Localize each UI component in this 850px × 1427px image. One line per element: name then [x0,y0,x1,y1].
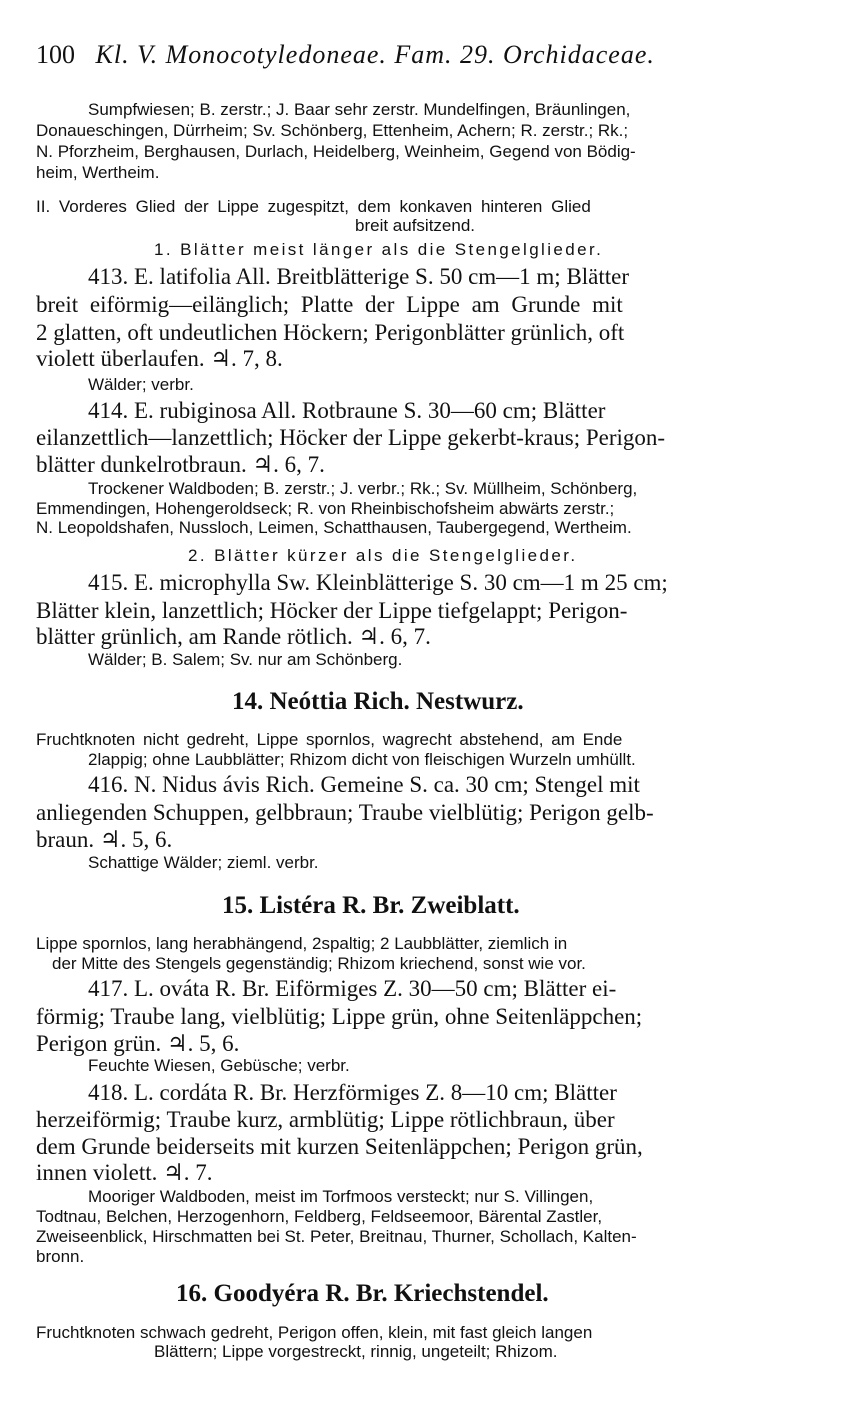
page-header [36,40,655,70]
locality-line: bronn. [36,1247,85,1266]
species-413: 413. E. latifolia All. Breitblätterige S. 50 cm—1 m; Blätter [88,264,630,289]
text-line: violett überlaufen. ♃. 7, 8. [36,346,283,371]
genus-description: Blättern; Lippe vorgestreckt, rinnig, ungeteilt; Rhizom. [154,1342,558,1361]
text-line: breit aufsitzend. [355,216,476,235]
text-line: blätter dunkelrotbraun. ♃. 6, 7. [36,452,325,477]
species-414: 414. E. rubiginosa All. Rotbraune S. 30—60 cm; Blätter [88,398,606,423]
species-417: 417. L. ováta R. Br. Eiförmiges Z. 30—50 cm; Blätter ei- [88,976,617,1001]
text-line: heim, Wertheim. [36,163,160,182]
genus-heading-15: 15. Listéra R. Br. Zweiblatt. [222,892,520,919]
genus-description: 2lappig; ohne Laubblätter; Rhizom dicht von fleischigen Wurzeln umhüllt. [88,750,636,769]
locality-line: Mooriger Waldboden, meist im Torfmoos versteckt; nur S. Villingen, [88,1187,594,1206]
running-title: Kl. V. Monocotyledoneae. Fam. 29. Orchidaceae. [95,40,655,69]
text-line: eilanzettlich—lanzettlich; Höcker der Lippe gekerbt-kraus; Perigon- [36,425,666,450]
page-number: 100 [36,40,75,69]
locality-line: Emmendingen, Hohengeroldseck; R. von Rheinbischofsheim abwärts zerstr.; [36,499,615,518]
locality-line: Wälder; verbr. [88,375,194,394]
locality-line: Wälder; B. Salem; Sv. nur am Schönberg. [88,650,403,669]
locality-line: N. Leopoldshafen, Nussloch, Leimen, Schatthausen, Taubergegend, Wertheim. [36,518,632,537]
text-line: braun. ♃. 5, 6. [36,827,173,852]
key-lead-2: 2. Blätter kürzer als die Stengelglieder. [188,546,578,565]
species-416: 416. N. Nidus ávis Rich. Gemeine S. ca. 30 cm; Stengel mit [88,772,640,797]
genus-description: der Mitte des Stengels gegenständig; Rhizom kriechend, sonst wie vor. [52,954,586,973]
text-line: Donaueschingen, Dürrheim; Sv. Schönberg, Ettenheim, Achern; R. zerstr.; Rk.; [36,121,629,140]
species-415: 415. E. microphylla Sw. Kleinblätterige S. 30 cm—1 m 25 cm; [88,570,668,595]
text-line: anliegenden Schuppen, gelbbraun; Traube vielblütig; Perigon gelb- [36,800,654,825]
locality-line: Todtnau, Belchen, Herzogenhorn, Feldberg, Feldseemoor, Bärental Zastler, [36,1207,603,1226]
species-418: 418. L. cordáta R. Br. Herzförmiges Z. 8—10 cm; Blätter [88,1080,617,1105]
text-line: innen violett. ♃. 7. [36,1160,213,1185]
text-line: breit eiförmig—eilänglich; Platte der Lippe am Grunde mit [36,292,623,317]
locality-line: Feuchte Wiesen, Gebüsche; verbr. [88,1056,350,1075]
key-lead-1: 1. Blätter meist länger als die Stengelglieder. [154,240,604,259]
text-line: dem Grunde beiderseits mit kurzen Seitenläppchen; Perigon grün, [36,1134,643,1159]
text-line: blätter grünlich, am Rande rötlich. ♃. 6, 7. [36,624,431,649]
genus-description: Lippe spornlos, lang herabhängend, 2spaltig; 2 Laubblätter, ziemlich in [36,934,568,953]
text-line: herzeiförmig; Traube kurz, armblütig; Lippe rötlichbraun, über [36,1107,615,1132]
genus-heading-16: 16. Goodyéra R. Br. Kriechstendel. [176,1280,549,1307]
text-line: N. Pforzheim, Berghausen, Durlach, Heidelberg, Weinheim, Gegend von Bödig- [36,142,636,161]
locality-line: Trockener Waldboden; B. zerstr.; J. verbr.; Rk.; Sv. Müllheim, Schönberg, [88,479,638,498]
genus-description: Fruchtknoten schwach gedreht, Perigon offen, klein, mit fast gleich langen [36,1323,593,1342]
text-line: förmig; Traube lang, vielblütig; Lippe grün, ohne Seitenläppchen; [36,1004,643,1029]
genus-heading-14: 14. Neóttia Rich. Nestwurz. [232,688,524,715]
genus-description: Fruchtknoten nicht gedreht, Lippe spornlos, wagrecht abstehend, am Ende [36,730,623,749]
text-line: Blätter klein, lanzettlich; Höcker der Lippe tiefgelappt; Perigon- [36,598,628,623]
text-line: Sumpfwiesen; B. zerstr.; J. Baar sehr zerstr. Mundelfingen, Bräunlingen, [88,100,631,119]
text-line: 2 glatten, oft undeutlichen Höckern; Perigonblätter grünlich, oft [36,320,625,345]
locality-line: Zweiseenblick, Hirschmatten bei St. Peter, Breitnau, Thurner, Schollach, Kalten- [36,1227,637,1246]
key-lead-II: II. Vorderes Glied der Lippe zugespitzt, dem konkaven hinteren Glied [36,197,591,216]
text-line: Perigon grün. ♃. 5, 6. [36,1031,240,1056]
locality-line: Schattige Wälder; zieml. verbr. [88,853,319,872]
